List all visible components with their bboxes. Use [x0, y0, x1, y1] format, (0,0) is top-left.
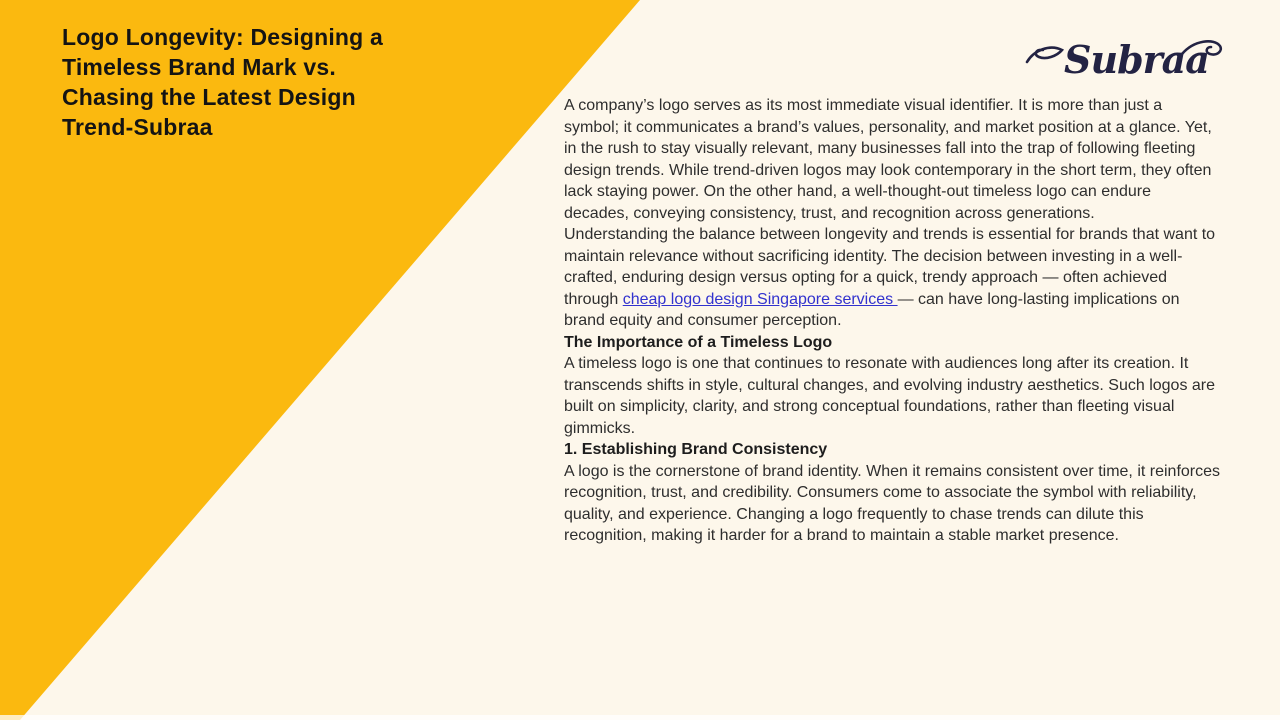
paragraph-timeless — [564, 353, 1220, 439]
paragraph-text: — can have long-lasting implications on brand equity and consumer perception. — [564, 290, 1180, 329]
article-body — [564, 95, 1220, 547]
page-title-line: Timeless Brand Mark vs. — [62, 54, 336, 80]
section-heading-consistency: 1. Establishing Brand Consistency — [564, 441, 828, 458]
paragraph-consistency — [564, 461, 1220, 547]
page-title-line: Logo Longevity: Designing a — [62, 24, 384, 50]
paragraph-text: A logo is the cornerstone of brand identity. When it remains consistent over time, it reinforces recognition, trust, and credibility. Consumers come to associate the symbol with reliability, quality, and experience. Changing a logo frequently to chase trends can dilute this recognition, making it harder for a brand to maintain a stable market presence. — [564, 462, 1221, 544]
logo-left-swash-icon — [1027, 48, 1062, 62]
page-title-line: Chasing the Latest Design — [62, 84, 356, 110]
section-heading-importance: The Importance of a Timeless Logo — [564, 333, 833, 351]
page-title — [62, 22, 452, 142]
paragraph-text: Understanding the balance between longevity and trends is essential for brands that want to maintain relevance without sacrificing identity. The decision between investing in a well-crafted, enduring design versus opting for a quick, trendy approach — often achieved through — [564, 226, 1216, 308]
page-title-line: Trend-Subraa — [62, 114, 213, 140]
paragraph-intro — [564, 95, 1220, 224]
bottom-border-strip — [0, 715, 1280, 720]
paragraph-balance — [564, 224, 1220, 332]
cheap-logo-design-link[interactable]: cheap logo design Singapore services — [622, 290, 898, 308]
paragraph-text: A company’s logo serves as its most immediate visual identifier. It is more than just a symbol; it communicates a brand’s values, personality, and market position at a glance. Yet, in the rush to stay visually relevant, many businesses fall into the trap of following fleeting design trends. While trend-driven logos may look contemporary in the short term, they often lack staying power. On the other hand, a well-thought-out timeless logo can endure decades, conveying consistency, trust, and recognition across generations. — [564, 97, 1212, 222]
logo-wordmark: Subraa — [1064, 37, 1209, 82]
subraa-brand-logo — [1024, 28, 1224, 90]
paragraph-text: A timeless logo is one that continues to resonate with audiences long after its creation. It transcends shifts in style, cultural changes, and evolving industry aesthetics. Such logos are built on simplicity, clarity, and strong conceptual foundations, rather than fleeting visual gimmicks. — [564, 355, 1216, 437]
